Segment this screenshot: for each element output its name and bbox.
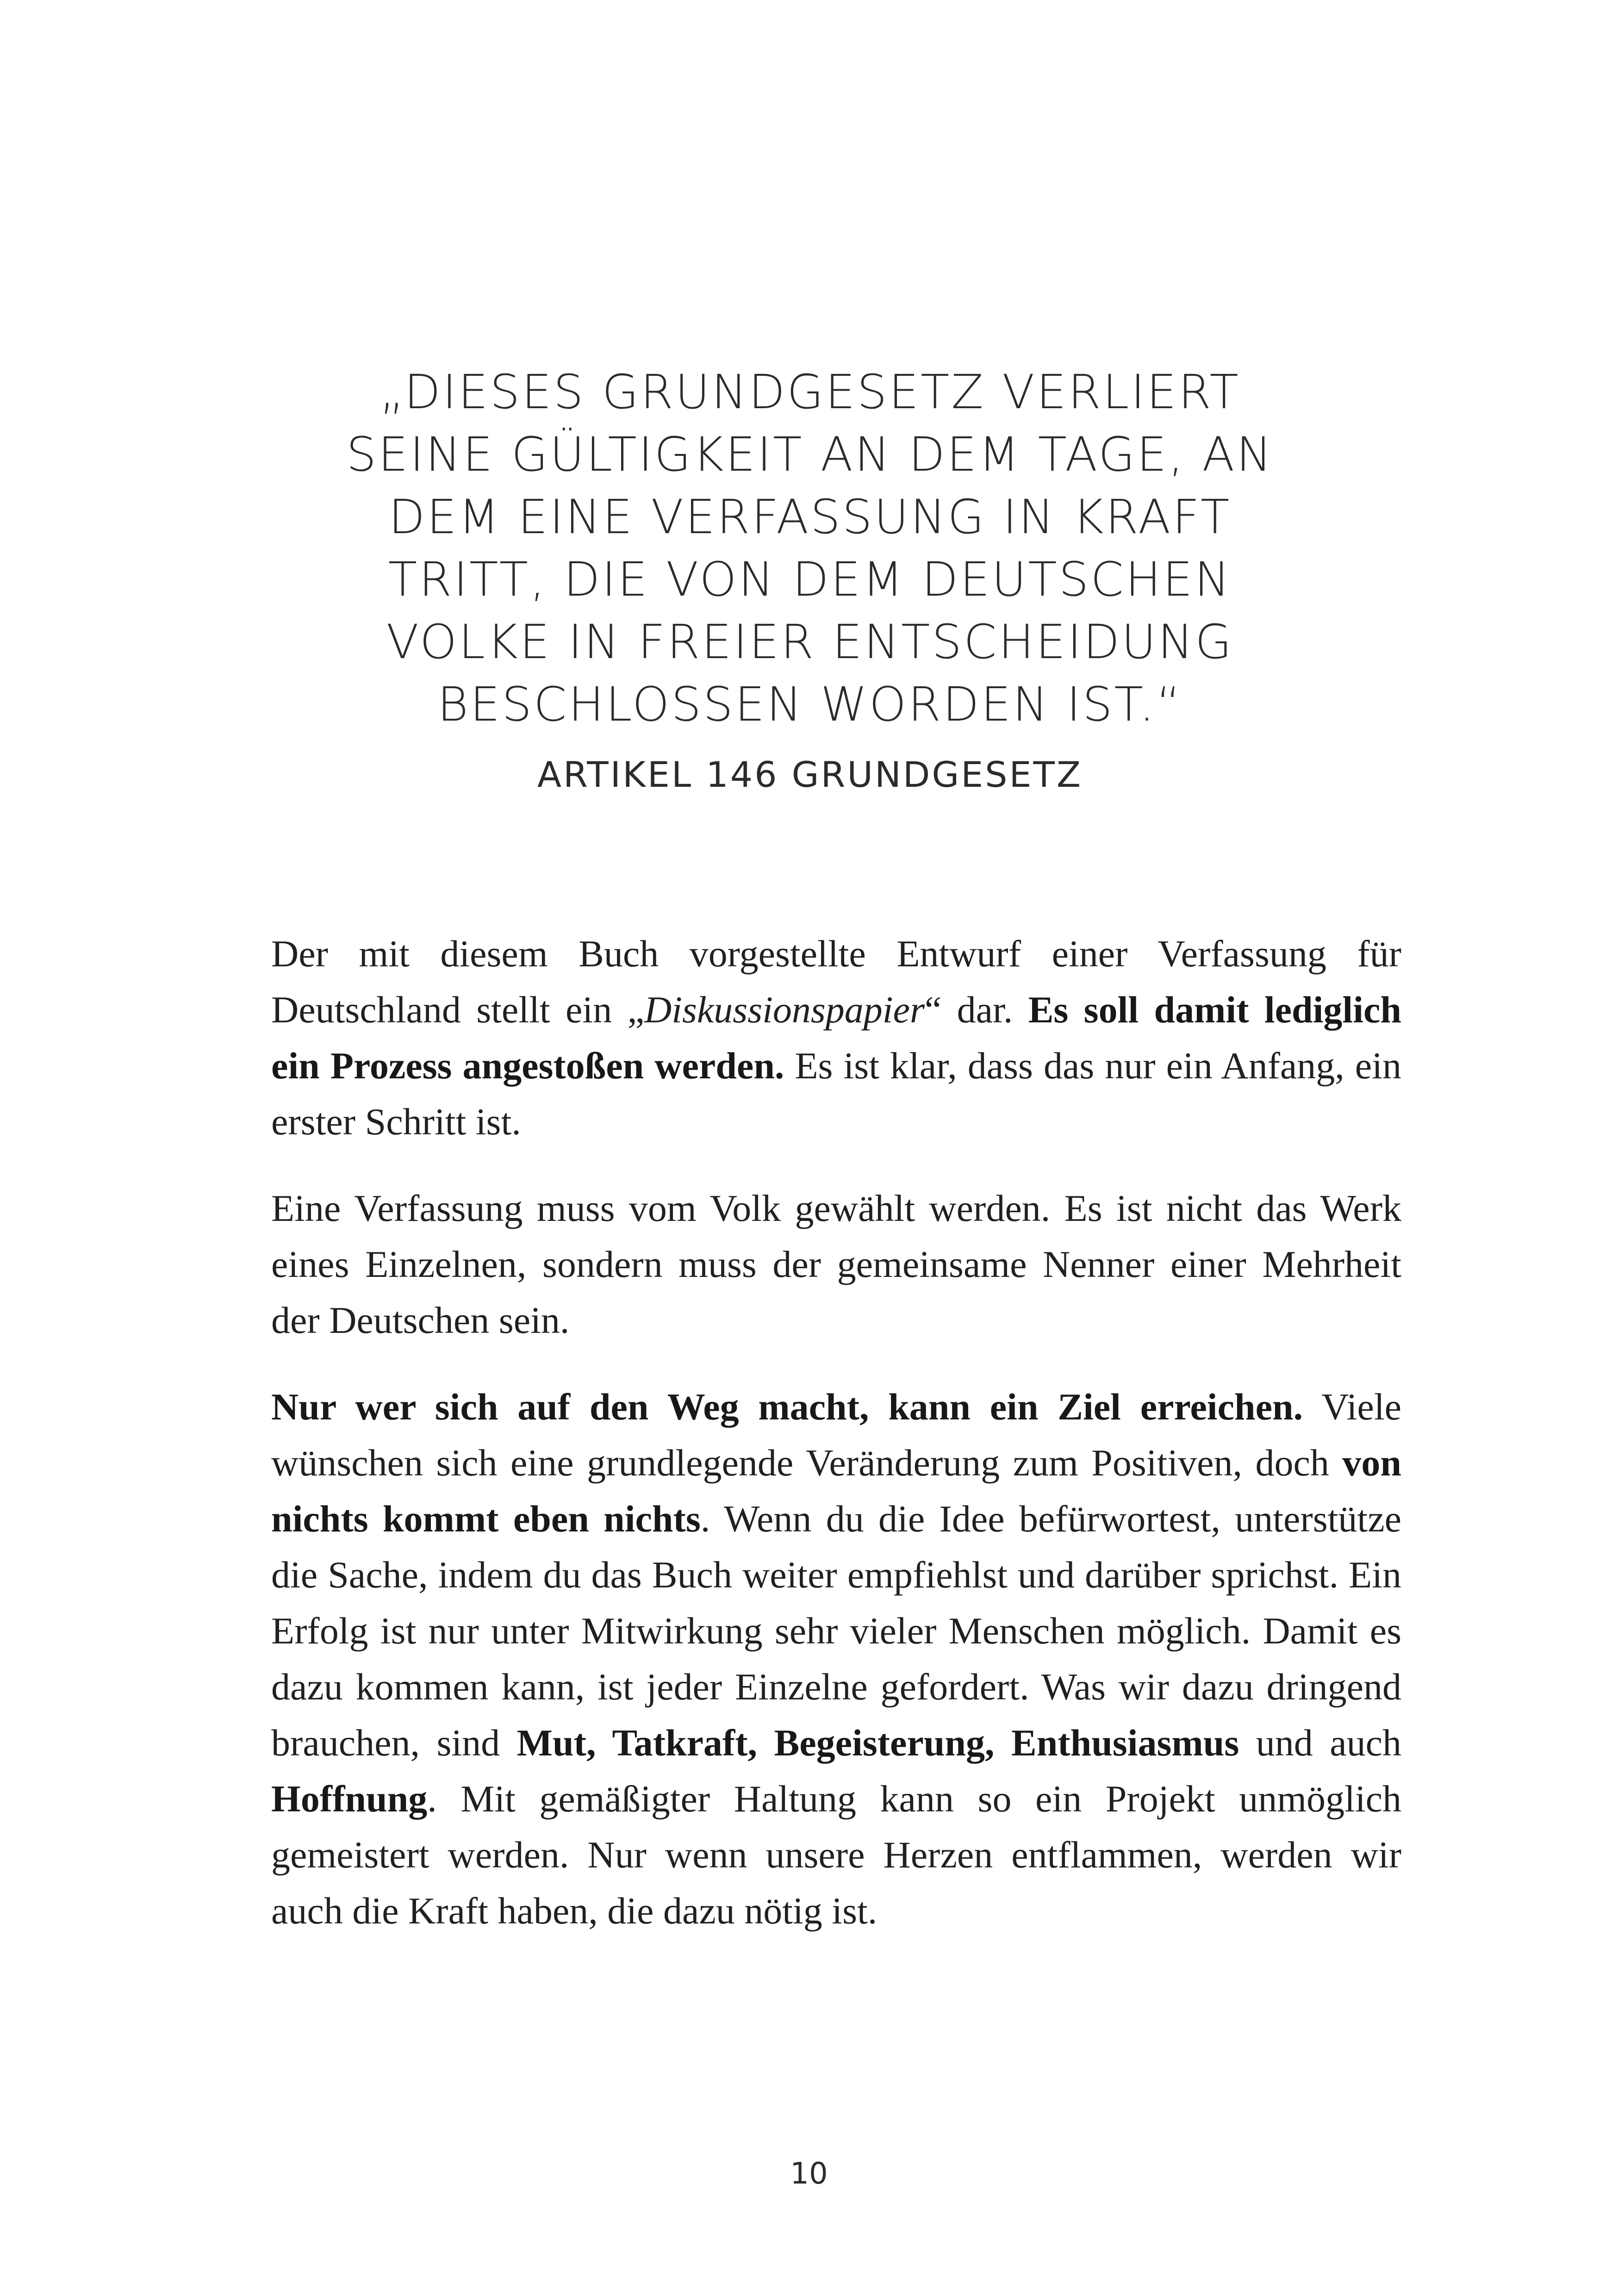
text-run-italic: Diskussionspapier: [644, 989, 925, 1031]
paragraph: [271, 1180, 1401, 1348]
text-run-bold: Nur wer sich auf den Weg macht, kann ein Ziel erreichen.: [271, 1386, 1303, 1428]
text-run-bold: Mut, Tatkraft, Begeisterung, Enthusiasmus: [517, 1722, 1239, 1764]
paragraph: [271, 1379, 1401, 1939]
text-run: Der mit diesem Buch vorgestellte Entwurf einer Verfassung für Deutschland stellt ein „: [271, 933, 1401, 1031]
text-run-bold: Es soll damit lediglich ein Prozess angestoßen werden.: [271, 989, 1401, 1087]
epigraph-line: DEM EINE VERFASSUNG IN KRAFT: [388, 490, 1232, 545]
epigraph-line: „DIESES GRUNDGESETZ VERLIERT: [380, 365, 1240, 420]
epigraph-source: ARTIKEL 146 GRUNDGESETZ: [537, 754, 1083, 795]
page-number: 10: [790, 2157, 828, 2191]
epigraph-line: SEINE GÜLTIGKEIT AN DEM TAGE, AN: [346, 427, 1274, 482]
epigraph-line: VOLKE IN FREIER ENTSCHEIDUNG: [386, 615, 1234, 670]
paragraph: [271, 926, 1401, 1150]
epigraph-quote: [324, 361, 1296, 736]
epigraph-line: TRITT, DIE VON DEM DEUTSCHEN: [388, 552, 1232, 607]
text-run: . Mit gemäßigter Haltung kann so ein Projekt unmöglich gemeistert werden. Nur wenn unsere Herzen entflammen, werden wir auch die Kraft haben, die dazu nötig ist.: [271, 1778, 1401, 1932]
text-run: . Wenn du die Idee befürwortest, unterstütze die Sache, indem du das Buch weiter empfiehlst und darüber sprichst. Ein Erfolg ist nur unter Mitwirkung sehr vieler Menschen möglich. Damit es dazu kommen kann, ist jeder Einzelne gefordert. Was wir dazu dringend brauchen, sind: [271, 1498, 1401, 1764]
text-run: Eine Verfassung muss vom Volk gewählt werden. Es ist nicht das Werk eines Einzelnen, sondern muss der gemeinsame Nenner einer Mehrheit der Deutschen sein.: [271, 1187, 1401, 1341]
epigraph-line: BESCHLOSSEN WORDEN IST.“: [437, 677, 1183, 732]
text-run: Viele wünschen sich eine grundlegende Veränderung zum Positiven, doch: [271, 1386, 1402, 1484]
text-run-bold: Hoffnung: [271, 1778, 428, 1820]
text-run: Es ist klar, dass das nur ein Anfang, ein erster Schritt ist.: [271, 1045, 1401, 1143]
text-run-bold: von nichts kommt eben nichts: [271, 1442, 1401, 1540]
text-run: und auch: [1239, 1722, 1402, 1764]
text-run: “ dar.: [924, 989, 1028, 1031]
body-text: [271, 926, 1401, 1969]
epigraph: [324, 361, 1296, 798]
